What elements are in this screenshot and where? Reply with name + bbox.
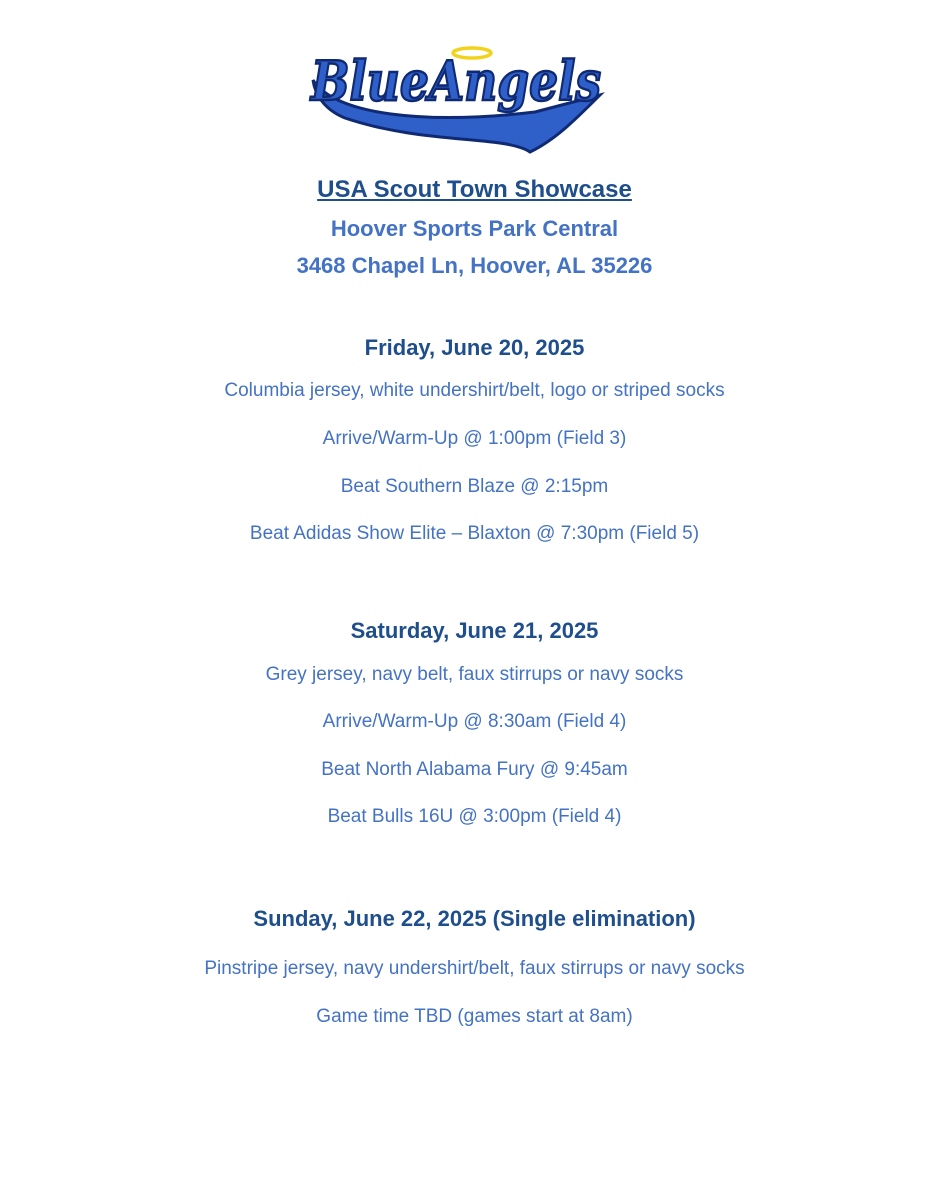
schedule-item: Arrive/Warm-Up @ 8:30am (Field 4) bbox=[322, 711, 627, 732]
schedule-item: Beat Southern Blaze @ 2:15pm bbox=[340, 476, 609, 497]
event-title: USA Scout Town Showcase bbox=[317, 176, 632, 203]
schedule-item: Beat Adidas Show Elite – Blaxton @ 7:30pm (Field 5) bbox=[249, 523, 700, 544]
blue-angels-logo-graphic bbox=[305, 40, 620, 155]
day-heading-sunday: Sunday, June 22, 2025 (Single elimination) bbox=[253, 906, 696, 931]
schedule-item: Beat North Alabama Fury @ 9:45am bbox=[321, 759, 628, 780]
schedule-item: Beat Bulls 16U @ 3:00pm (Field 4) bbox=[327, 806, 622, 827]
schedule-item: Arrive/Warm-Up @ 1:00pm (Field 3) bbox=[322, 428, 627, 449]
day-heading-friday: Friday, June 20, 2025 bbox=[364, 335, 585, 360]
logo-wordmark: BlueAngels bbox=[309, 49, 601, 113]
venue-address: 3468 Chapel Ln, Hoover, AL 35226 bbox=[296, 253, 653, 278]
uniform-friday: Columbia jersey, white undershirt/belt, logo or striped socks bbox=[224, 380, 725, 401]
blue-angels-logo bbox=[305, 40, 620, 155]
uniform-saturday: Grey jersey, navy belt, faux stirrups or navy socks bbox=[265, 664, 684, 685]
schedule-item: Game time TBD (games start at 8am) bbox=[316, 1006, 633, 1027]
day-heading-saturday: Saturday, June 21, 2025 bbox=[350, 618, 599, 643]
uniform-sunday: Pinstripe jersey, navy undershirt/belt, faux stirrups or navy socks bbox=[204, 958, 745, 979]
venue-name: Hoover Sports Park Central bbox=[330, 216, 619, 241]
